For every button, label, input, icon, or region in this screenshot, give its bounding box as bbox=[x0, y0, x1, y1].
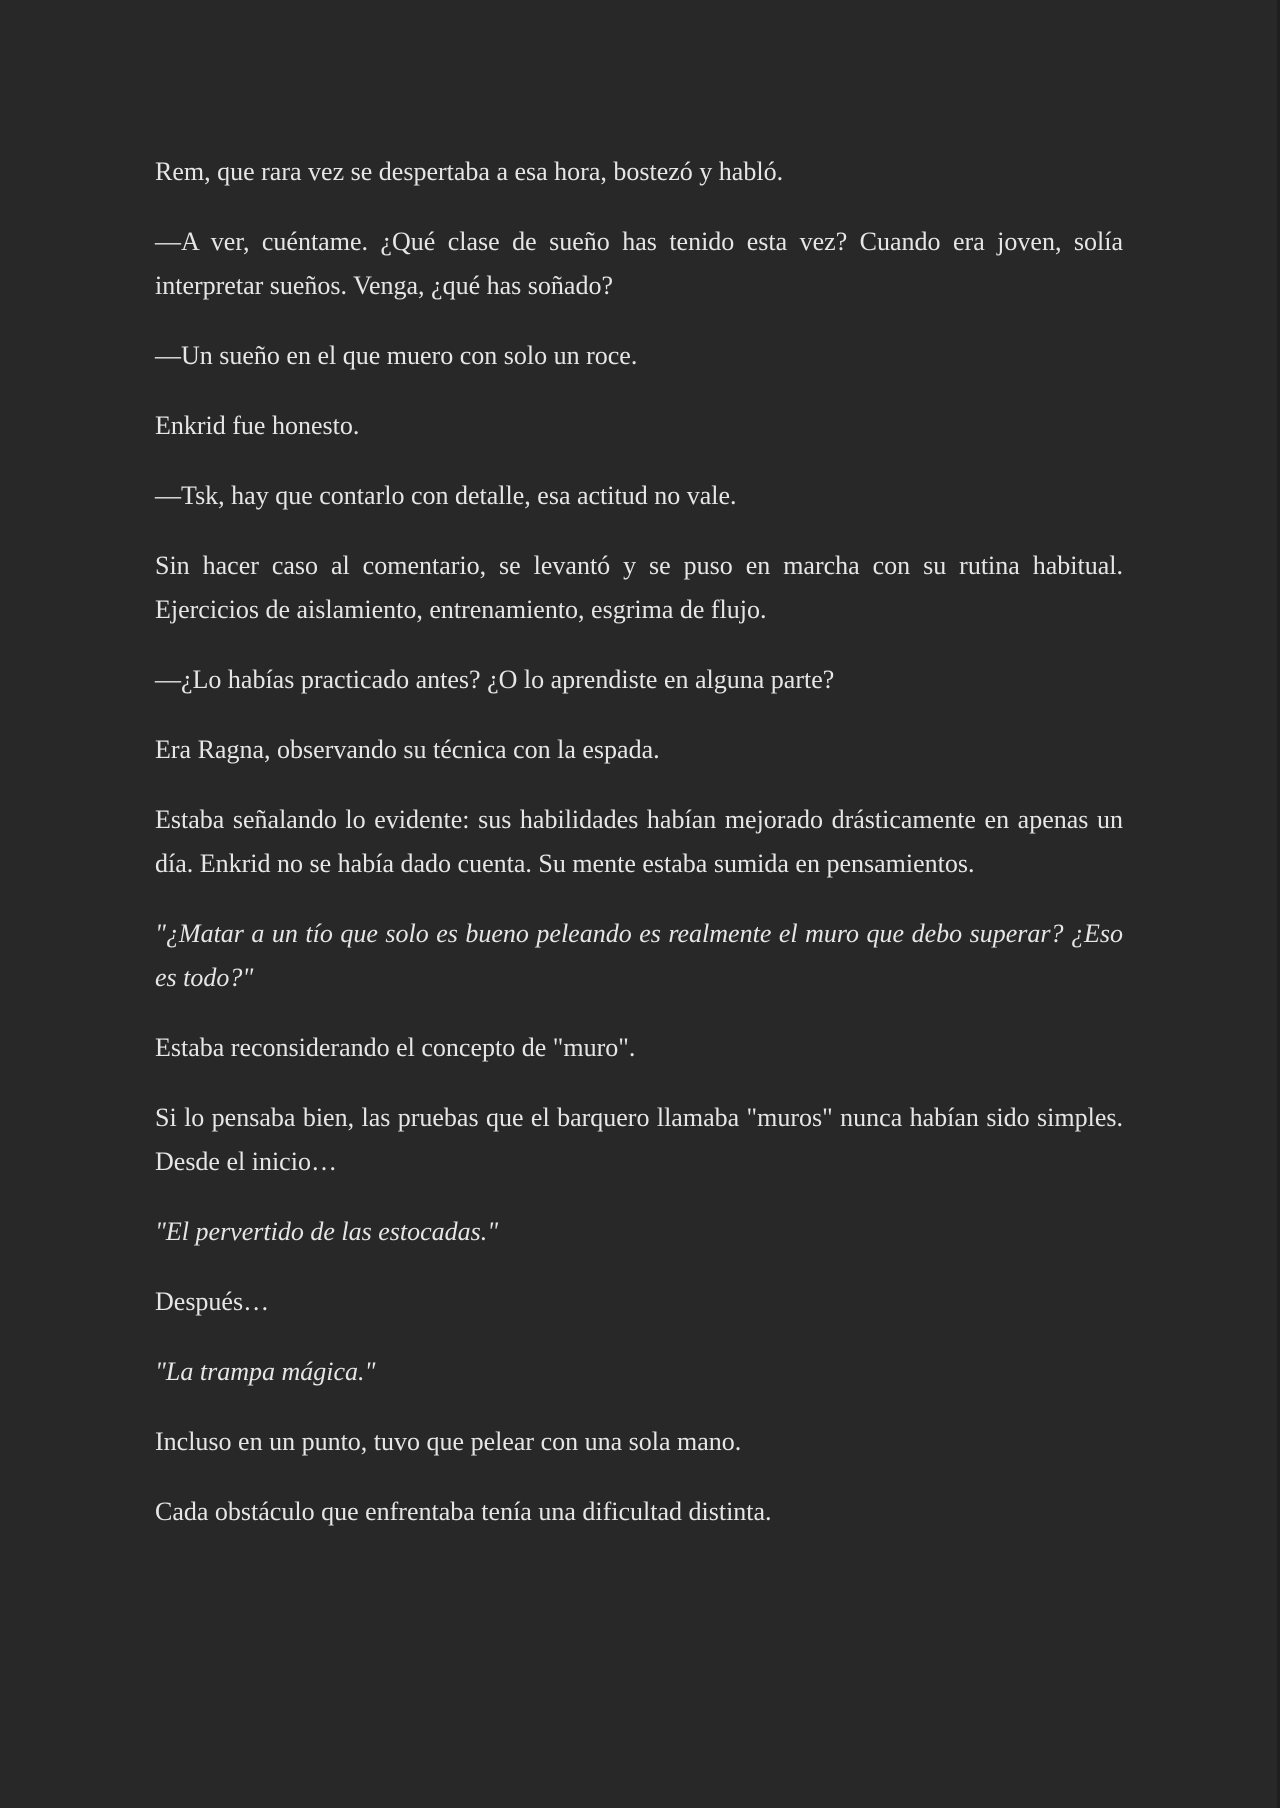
paragraph: Si lo pensaba bien, las pruebas que el barquero llamaba "muros" nunca habían sido simples. Desde el inicio… bbox=[155, 1103, 1123, 1176]
chapter-text bbox=[155, 150, 1123, 1560]
paragraph: Después… bbox=[155, 1287, 270, 1316]
paragraph: —Un sueño en el que muero con solo un roce. bbox=[155, 341, 638, 370]
paragraph: —A ver, cuéntame. ¿Qué clase de sueño has tenido esta vez? Cuando era joven, solía interpretar sueños. Venga, ¿qué has soñado? bbox=[155, 227, 1123, 300]
paragraph: Incluso en un punto, tuvo que pelear con una sola mano. bbox=[155, 1427, 742, 1456]
paragraph: Estaba señalando lo evidente: sus habilidades habían mejorado drásticamente en apenas un día. Enkrid no se había dado cuenta. Su mente estaba sumida en pensamientos. bbox=[155, 805, 1123, 878]
paragraph: —Tsk, hay que contarlo con detalle, esa actitud no vale. bbox=[155, 481, 737, 510]
paragraph: —¿Lo habías practicado antes? ¿O lo aprendiste en alguna parte? bbox=[155, 665, 835, 694]
paragraph: Estaba reconsiderando el concepto de "muro". bbox=[155, 1033, 636, 1062]
thought-paragraph: "¿Matar a un tío que solo es bueno peleando es realmente el muro que debo superar? ¿Eso es todo?" bbox=[155, 919, 1123, 992]
thought-paragraph: "El pervertido de las estocadas." bbox=[155, 1217, 499, 1246]
paragraph: Era Ragna, observando su técnica con la espada. bbox=[155, 735, 660, 764]
thought-paragraph: "La trampa mágica." bbox=[155, 1357, 376, 1386]
paragraph: Cada obstáculo que enfrentaba tenía una dificultad distinta. bbox=[155, 1497, 772, 1526]
paragraph: Rem, que rara vez se despertaba a esa hora, bostezó y habló. bbox=[155, 157, 784, 186]
paragraph: Enkrid fue honesto. bbox=[155, 411, 360, 440]
paragraph: Sin hacer caso al comentario, se levantó y se puso en marcha con su rutina habitual. Ejercicios de aislamiento, entrenamiento, esgrima de flujo. bbox=[155, 551, 1123, 624]
